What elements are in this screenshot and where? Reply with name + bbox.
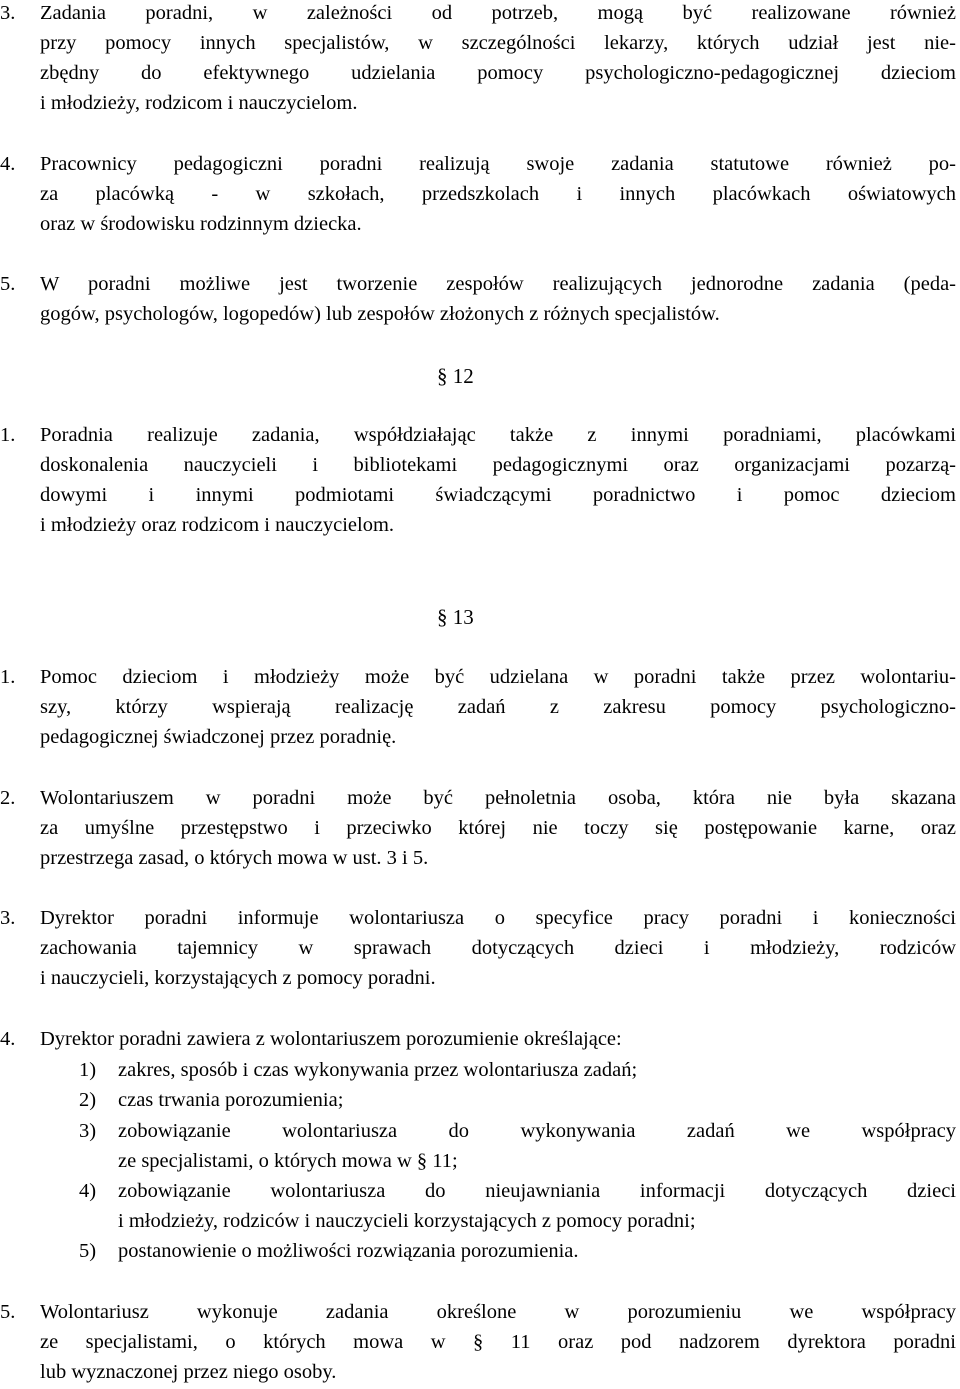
section-13-paragraph-3 — [0, 903, 956, 993]
paragraph-line: szy, którzy wspierają realizację zadań z zakresu pomocy psychologiczno- — [40, 696, 956, 718]
paragraph-line: Wolontariuszem w poradni może być pełnoletnia osoba, która nie była skazana — [40, 787, 956, 809]
paragraph-number: 3. — [0, 2, 16, 24]
list-item-number: 3) — [79, 1120, 97, 1142]
paragraph-number: 2. — [0, 787, 16, 809]
paragraph-line: i nauczycieli, korzystających z pomocy poradni. — [40, 967, 436, 989]
section-heading-12: § 12 — [437, 364, 474, 388]
list-item-line: zakres, sposób i czas wykonywania przez wolontariusza zadań; — [118, 1059, 638, 1081]
section-13-paragraph-4 — [0, 1024, 956, 1054]
paragraph-4 — [0, 149, 956, 239]
paragraph-5 — [0, 269, 956, 329]
paragraph-line: doskonalenia nauczycieli i bibliotekami pedagogicznymi oraz organizacjami pozarzą- — [40, 454, 956, 476]
list-item — [79, 1116, 956, 1176]
list-item-line: zobowiązanie wolontariusza do wykonywania zadań we współpracy — [118, 1120, 956, 1142]
section-heading-13: § 13 — [437, 605, 474, 629]
paragraph-line: dowymi i innymi podmiotami świadczącymi poradnictwo i pomoc dzieciom — [40, 484, 956, 506]
list-item — [79, 1085, 956, 1115]
paragraph-number: 3. — [0, 907, 16, 929]
paragraph-line: pedagogicznej świadczonej przez poradnię. — [40, 726, 397, 748]
list-item-number: 5) — [79, 1240, 97, 1262]
paragraph-line: Poradnia realizuje zadania, współdziałając także z innymi poradniami, placówkami — [40, 424, 956, 446]
paragraph-line: Wolontariusz wykonuje zadania określone w porozumieniu we współpracy — [40, 1301, 956, 1323]
paragraph-line: gogów, psychologów, logopedów) lub zespołów złożonych z różnych specjalistów. — [40, 303, 720, 325]
section-12-paragraph-1 — [0, 420, 956, 540]
paragraph-line: Pracownicy pedagogiczni poradni realizują swoje zadania statutowe również po- — [40, 153, 956, 175]
list-item-line: czas trwania porozumienia; — [118, 1089, 344, 1111]
paragraph-line: Dyrektor poradni zawiera z wolontariuszem porozumienie określające: — [40, 1028, 622, 1050]
paragraph-number: 5. — [0, 273, 16, 295]
paragraph-number: 1. — [0, 424, 16, 446]
paragraph-line: i młodzieży oraz rodzicom i nauczycielom. — [40, 514, 395, 536]
paragraph-number: 4. — [0, 1028, 16, 1050]
list-item-number: 4) — [79, 1180, 97, 1202]
paragraph-line: W poradni możliwe jest tworzenie zespołów realizujących jednorodne zadania (peda- — [40, 273, 956, 295]
paragraph-number: 5. — [0, 1301, 16, 1323]
paragraph-line: Zadania poradni, w zależności od potrzeb, mogą być realizowane również — [40, 2, 956, 24]
list-item-line: zobowiązanie wolontariusza do nieujawniania informacji dotyczących dzieci — [118, 1180, 956, 1202]
list-item — [79, 1055, 956, 1085]
paragraph-line: zbędny do efektywnego udzielania pomocy psychologiczno-pedagogicznej dzieciom — [40, 62, 956, 84]
paragraph-line: przy pomocy innych specjalistów, w szczególności lekarzy, których udział jest nie- — [40, 32, 956, 54]
section-13-paragraph-1 — [0, 662, 956, 752]
paragraph-line: ze specjalistami, o których mowa w § 11 oraz pod nadzorem dyrektora poradni — [40, 1331, 956, 1353]
paragraph-line: oraz w środowisku rodzinnym dziecka. — [40, 213, 362, 235]
list-item-line: postanowienie o możliwości rozwiązania porozumienia. — [118, 1240, 579, 1262]
section-13-paragraph-5 — [0, 1297, 956, 1387]
section-13-paragraph-2 — [0, 783, 956, 873]
paragraph-3 — [0, 0, 956, 118]
list-item-number: 1) — [79, 1059, 97, 1081]
paragraph-number: 4. — [0, 153, 16, 175]
paragraph-line: lub wyznaczonej przez niego osoby. — [40, 1361, 337, 1383]
paragraph-line: Dyrektor poradni informuje wolontariusza o specyfice pracy poradni i konieczności — [40, 907, 956, 929]
list-item-line: ze specjalistami, o których mowa w § 11; — [118, 1150, 458, 1172]
paragraph-number: 1. — [0, 666, 16, 688]
paragraph-line: przestrzega zasad, o których mowa w ust. 3 i 5. — [40, 847, 429, 869]
paragraph-line: i młodzieży, rodzicom i nauczycielom. — [40, 92, 358, 114]
list-item-line: i młodzieży, rodziców i nauczycieli korzystających z pomocy poradni; — [118, 1210, 696, 1232]
list-item — [79, 1176, 956, 1236]
paragraph-line: za umyślne przestępstwo i przeciwko której nie toczy się postępowanie karne, oraz — [40, 817, 956, 839]
list-item-number: 2) — [79, 1089, 97, 1111]
paragraph-line: zachowania tajemnicy w sprawach dotyczących dzieci i młodzieży, rodziców — [40, 937, 956, 959]
paragraph-line: za placówką - w szkołach, przedszkolach i innych placówkach oświatowych — [40, 183, 956, 205]
paragraph-line: Pomoc dzieciom i młodzieży może być udzielana w poradni także przez wolontariu- — [40, 666, 956, 688]
list-item — [79, 1236, 956, 1266]
